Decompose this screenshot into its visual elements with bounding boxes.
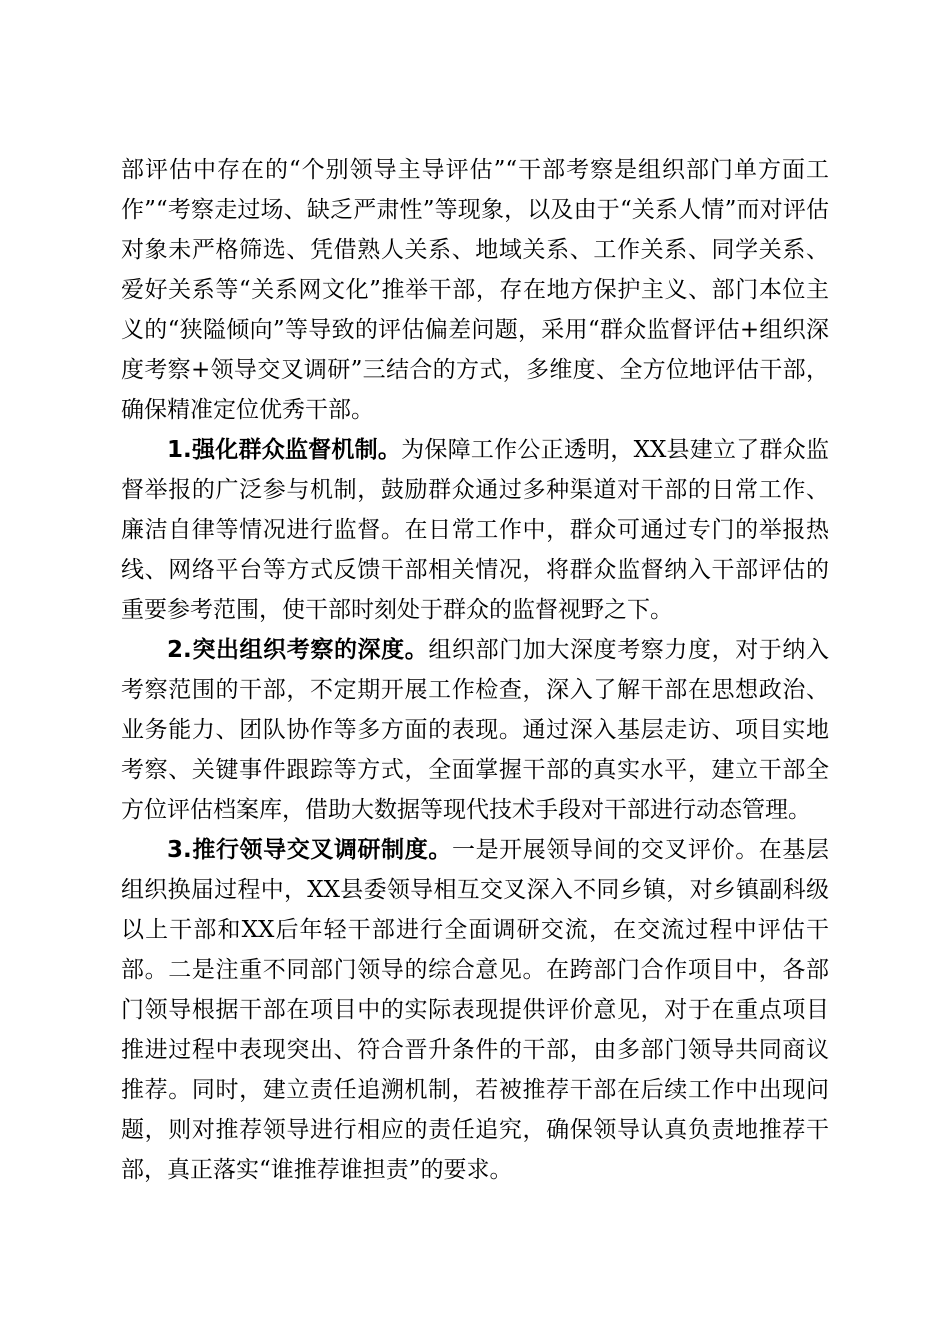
document-page — [121, 150, 829, 1190]
paragraph-text: 组织部门加大深度考察力度，对于纳入考察范围的干部，不定期开展工作检查，深入了解干部在思想政治、业务能力、团队协作等多方面的表现。通过深入基层走访、项目实地考察、关键事件跟踪等方式，全面掌握干部的真实水平，建立干部全方位评估档案库，借助大数据等现代技术手段对干部进行动态管理。 — [121, 637, 830, 823]
paragraph-leader-cross-research — [121, 830, 829, 1190]
paragraph-heading: 3.推行领导交叉调研制度。 — [167, 837, 452, 863]
paragraph-intro — [121, 150, 829, 430]
paragraph-heading: 1.强化群众监督机制。 — [167, 437, 402, 463]
paragraph-heading: 2.突出组织考察的深度。 — [167, 637, 429, 663]
paragraph-text: 一是开展领导间的交叉评价。在基层组织换届过程中，XX县委领导相互交叉深入不同乡镇，对乡镇副科级以上干部和XX后年轻干部进行全面调研交流，在交流过程中评估干部。二是注重不同部门领导的综合意见。在跨部门合作项目中，各部门领导根据干部在项目中的实际表现提供评价意见，对于在重点项目推进过程中表现突出、符合晋升条件的干部，由多部门领导共同商议推荐。同时，建立责任追溯机制，若被推荐干部在后续工作中出现问题，则对推荐领导进行相应的责任追究，确保领导认真负责地推荐干部，真正落实“谁推荐谁担责”的要求。 — [121, 837, 829, 1183]
paragraph-mass-supervision — [121, 430, 829, 630]
paragraph-text: 为保障工作公正透明，XX县建立了群众监督举报的广泛参与机制，鼓励群众通过多种渠道对干部的日常工作、廉洁自律等情况进行监督。在日常工作中，群众可通过专门的举报热线、网络平台等方式反馈干部相关情况，将群众监督纳入干部评估的重要参考范围，使干部时刻处于群众的监督视野之下。 — [121, 437, 829, 623]
paragraph-organization-inspection — [121, 630, 829, 830]
paragraph-text: 部评估中存在的“个别领导主导评估”“干部考察是组织部门单方面工作”“考察走过场、缺乏严肃性”等现象，以及由于“关系人情”而对评估对象未严格筛选、凭借熟人关系、地域关系、工作关系、同学关系、爱好关系等“关系网文化”推举干部，存在地方保护主义、部门本位主义的“狭隘倾向”等导致的评估偏差问题，采用“群众监督评估+组织深度考察+领导交叉调研”三结合的方式，多维度、全方位地评估干部，确保精准定位优秀干部。 — [121, 157, 829, 423]
